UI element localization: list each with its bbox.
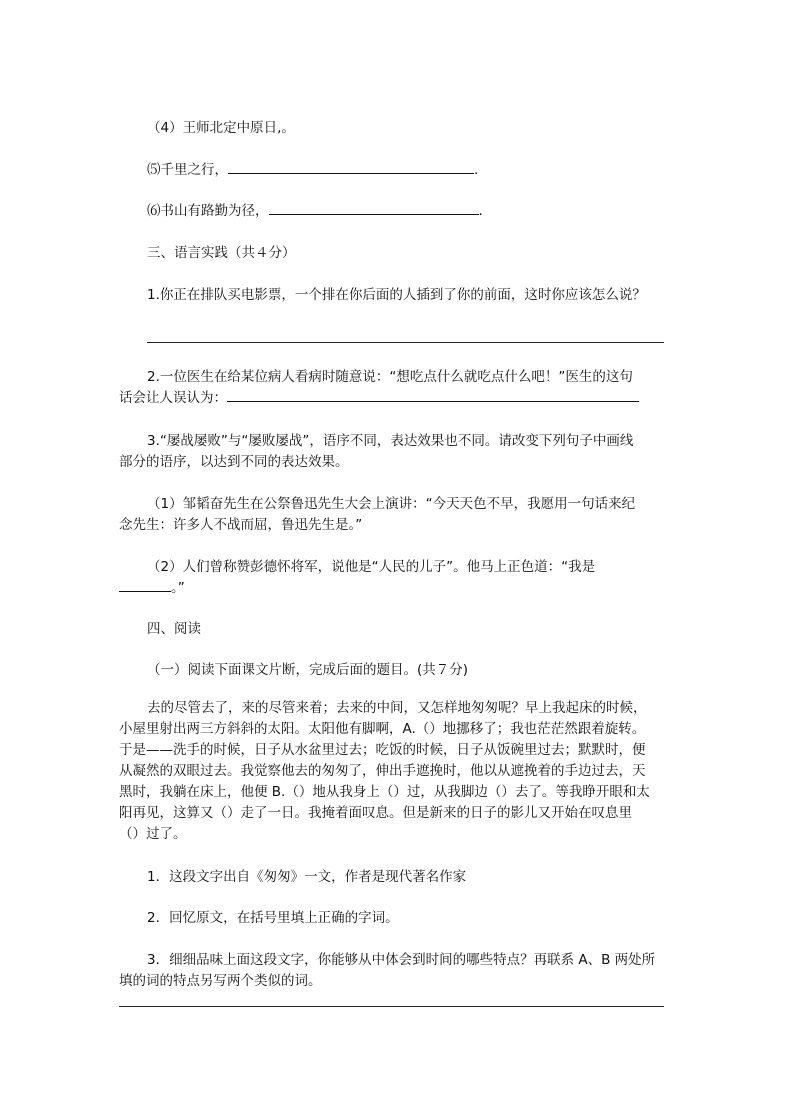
section-3-q3-sub-2-closing: 。” [171, 580, 185, 596]
section-3-q3-sub-2-line-2 [119, 578, 185, 598]
passage-line: 小屋里射出两三方斜斜的太阳。太阳他有脚啊，A.（）地挪移了；我也茫茫然跟着旋转。 [119, 721, 646, 737]
question-5-period: . [474, 162, 479, 178]
question-6-text: ⑹书山有路勤为径， [147, 203, 269, 219]
answer-blank-s3-q2[interactable] [227, 389, 639, 402]
question-6 [147, 201, 483, 221]
reading-question-3-line-2: 填的词的特点另写两个类似的词。 [119, 973, 322, 989]
section-3-question-3-line-2: 部分的语序，以达到不同的表达效果。 [119, 454, 349, 470]
reading-question-1: 1．这段文字出自《匆匆》一文，作者是现代著名作家 [147, 869, 467, 885]
answer-blank-6[interactable] [269, 202, 479, 215]
reading-part-1-instructions: （一）阅读下面课文片断，完成后面的题目。(共７分) [147, 662, 469, 678]
answer-line-s3-q1[interactable] [147, 342, 664, 343]
passage-line: 于是——洗手的时候，日子从水盆里过去；吃饭的时候，日子从饭碗里过去；默默时，便 [119, 742, 646, 758]
section-3-question-2-prompt: 话会让人误认为： [119, 390, 227, 406]
question-5 [147, 160, 478, 180]
section-3-question-1: 1.你正在排队买电影票，一个排在你后面的人插到了你的前面，这时你应该怎么说？ [147, 287, 646, 303]
section-3-q3-sub-1-line-2: 念先生：许多人不战而屈，鲁迅先生是。” [119, 517, 363, 533]
answer-blank-s3-q3-2[interactable] [119, 579, 171, 592]
answer-blank-5[interactable] [228, 161, 474, 174]
section-3-question-2-line-1: 2.一位医生在给某位病人看病时随意说：“想吃点什么就吃点什么吧！”医生的这句 [147, 369, 633, 385]
section-3-question-3-line-1: 3.“屡战屡败”与“屡败屡战”，语序不同，表达效果也不同。请改变下列句子中画线 [147, 433, 634, 449]
passage-line: （）过了。 [119, 826, 187, 842]
section-3-question-2-line-2 [119, 388, 639, 408]
question-4: （4）王师北定中原日,。 [147, 120, 295, 136]
answer-line-reading-q3[interactable] [119, 1006, 664, 1007]
section-3-q3-sub-2-line-1: （2）人们曾称赞彭德怀将军，说他是“人民的儿子”。他马上正色道：“我是 [147, 559, 596, 575]
section-3-q3-sub-1-line-1: （1）邹韬奋先生在公祭鲁迅先生大会上演讲：“今天天色不早，我愿用一句话来纪 [147, 496, 636, 512]
question-6-period: . [478, 203, 483, 219]
passage-line: 黑时，我躺在床上，他便 B.（）地从我身上（）过，从我脚边（）去了。等我睁开眼和太 [119, 784, 650, 800]
reading-question-2: 2．回忆原文，在括号里填上正确的字词。 [147, 910, 399, 926]
question-5-text: ⑸千里之行， [147, 162, 228, 178]
passage-line: 阳再见，这算又（）走了一日。我掩着面叹息。但是新来的日子的影儿又开始在叹息里 [119, 805, 632, 821]
passage-line: 从凝然的双眼过去。我觉察他去的匆匆了，伸出手遮挽时，他以从遮挽着的手边过去，天 [119, 763, 646, 779]
section-3-heading: 三、语言实践（共４分） [147, 245, 296, 261]
reading-question-3-line-1: 3．细细品味上面这段文字，你能够从中体会到时间的哪些特点？再联系 A、B 两处所 [147, 952, 656, 968]
passage-line: 去的尽管去了，来的尽管来着；去来的中间，又怎样地匆匆呢？早上我起床的时候， [147, 700, 647, 716]
section-4-heading: 四、阅读 [147, 621, 201, 637]
